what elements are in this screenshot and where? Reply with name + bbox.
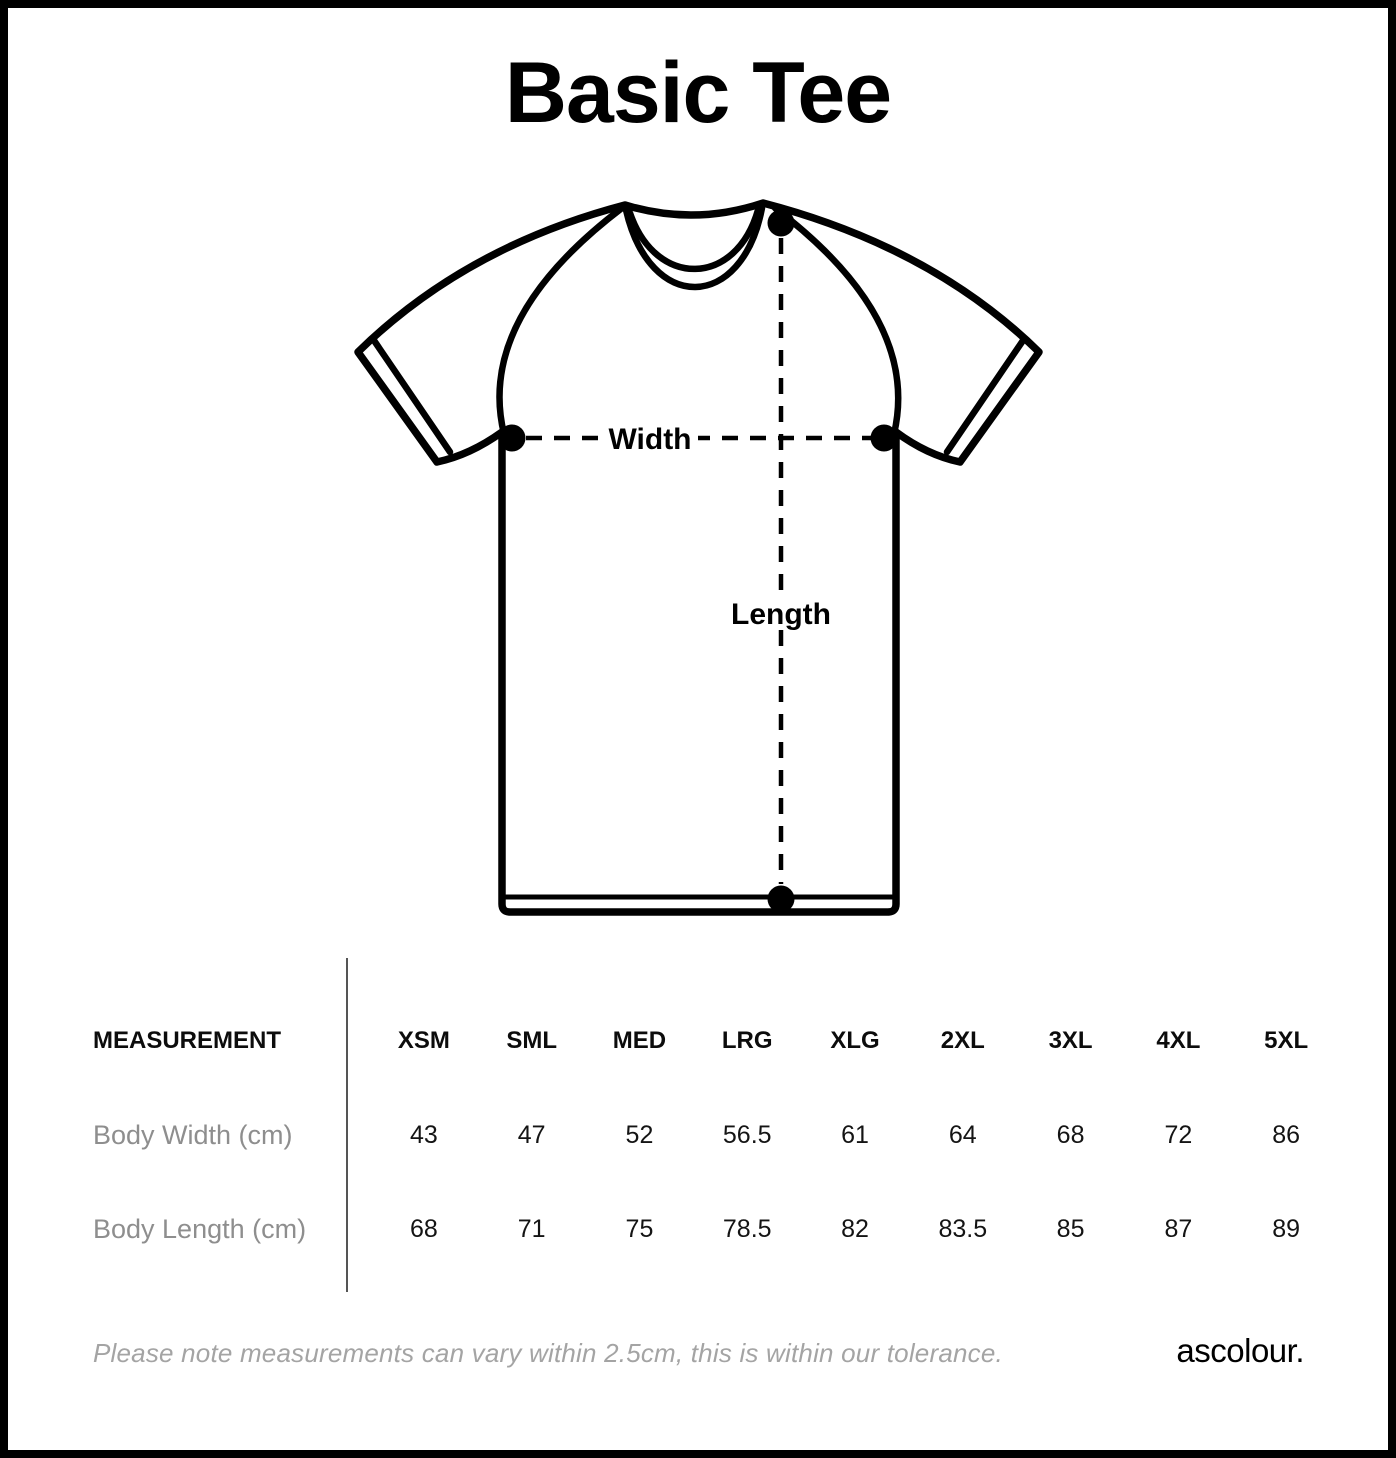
body-length-value-cells bbox=[346, 1215, 1340, 1244]
neck-measure-point-dot bbox=[768, 210, 795, 237]
body-width-xsm: 43 bbox=[409, 1120, 438, 1149]
tshirt-outline bbox=[358, 203, 1039, 912]
body-width-lrg: 56.5 bbox=[722, 1120, 772, 1149]
body-length-sml: 71 bbox=[517, 1214, 546, 1243]
length-dimension-label: Length bbox=[731, 598, 831, 631]
body-length-2xl: 83.5 bbox=[938, 1214, 988, 1243]
row-label-body-length: Body Length (cm) bbox=[93, 1213, 307, 1244]
body-length-lrg: 78.5 bbox=[722, 1214, 772, 1243]
body-width-5xl: 86 bbox=[1272, 1120, 1301, 1149]
table-divider-line bbox=[346, 958, 348, 1292]
body-width-med: 52 bbox=[625, 1120, 654, 1149]
size-table bbox=[60, 958, 1340, 1276]
header-cell-4xl: 4XL bbox=[1156, 1027, 1201, 1054]
header-cell-xlg: XLG bbox=[830, 1027, 880, 1054]
header-cell-sml: SML bbox=[506, 1027, 557, 1054]
body-length-5xl: 89 bbox=[1272, 1214, 1301, 1243]
header-cell-lrg: LRG bbox=[721, 1027, 773, 1054]
table-row-body-width bbox=[60, 1088, 1340, 1182]
body-length-3xl: 85 bbox=[1056, 1214, 1085, 1243]
body-width-value-cells bbox=[346, 1121, 1340, 1150]
brand-logo: ascolour. bbox=[1176, 1332, 1304, 1369]
header-size-cells bbox=[346, 1027, 1340, 1055]
left-armpit-measure-point-dot bbox=[499, 425, 526, 452]
hem-measure-point-dot bbox=[768, 886, 795, 913]
body-length-med: 75 bbox=[625, 1214, 654, 1243]
header-cell-measurement: MEASUREMENT bbox=[93, 1027, 282, 1054]
body-width-xlg: 61 bbox=[841, 1120, 869, 1149]
body-width-4xl: 72 bbox=[1164, 1120, 1193, 1149]
header-cell-med: MED bbox=[612, 1027, 667, 1054]
body-length-4xl: 87 bbox=[1164, 1214, 1193, 1243]
table-row-body-length bbox=[60, 1182, 1340, 1276]
body-length-xlg: 82 bbox=[841, 1214, 869, 1243]
header-cell-2xl: 2XL bbox=[940, 1027, 985, 1054]
right-armpit-measure-point-dot bbox=[871, 425, 898, 452]
body-width-3xl: 68 bbox=[1056, 1120, 1085, 1149]
page-title: Basic Tee bbox=[504, 45, 892, 141]
header-cell-3xl: 3XL bbox=[1048, 1027, 1093, 1054]
header-cell-xsm: XSM bbox=[397, 1027, 450, 1054]
body-width-sml: 47 bbox=[517, 1120, 546, 1149]
tshirt-measurement-diagram bbox=[350, 192, 1050, 920]
header-cell-5xl: 5XL bbox=[1264, 1027, 1309, 1054]
row-label-body-width: Body Width (cm) bbox=[93, 1119, 293, 1150]
tolerance-note: Please note measurements can vary within 2.5cm, this is within our tolerance. bbox=[93, 1338, 1003, 1368]
body-width-2xl: 64 bbox=[948, 1120, 977, 1149]
width-dimension-label: Width bbox=[608, 423, 692, 456]
table-header-row bbox=[60, 994, 1340, 1088]
body-length-xsm: 68 bbox=[409, 1214, 438, 1243]
